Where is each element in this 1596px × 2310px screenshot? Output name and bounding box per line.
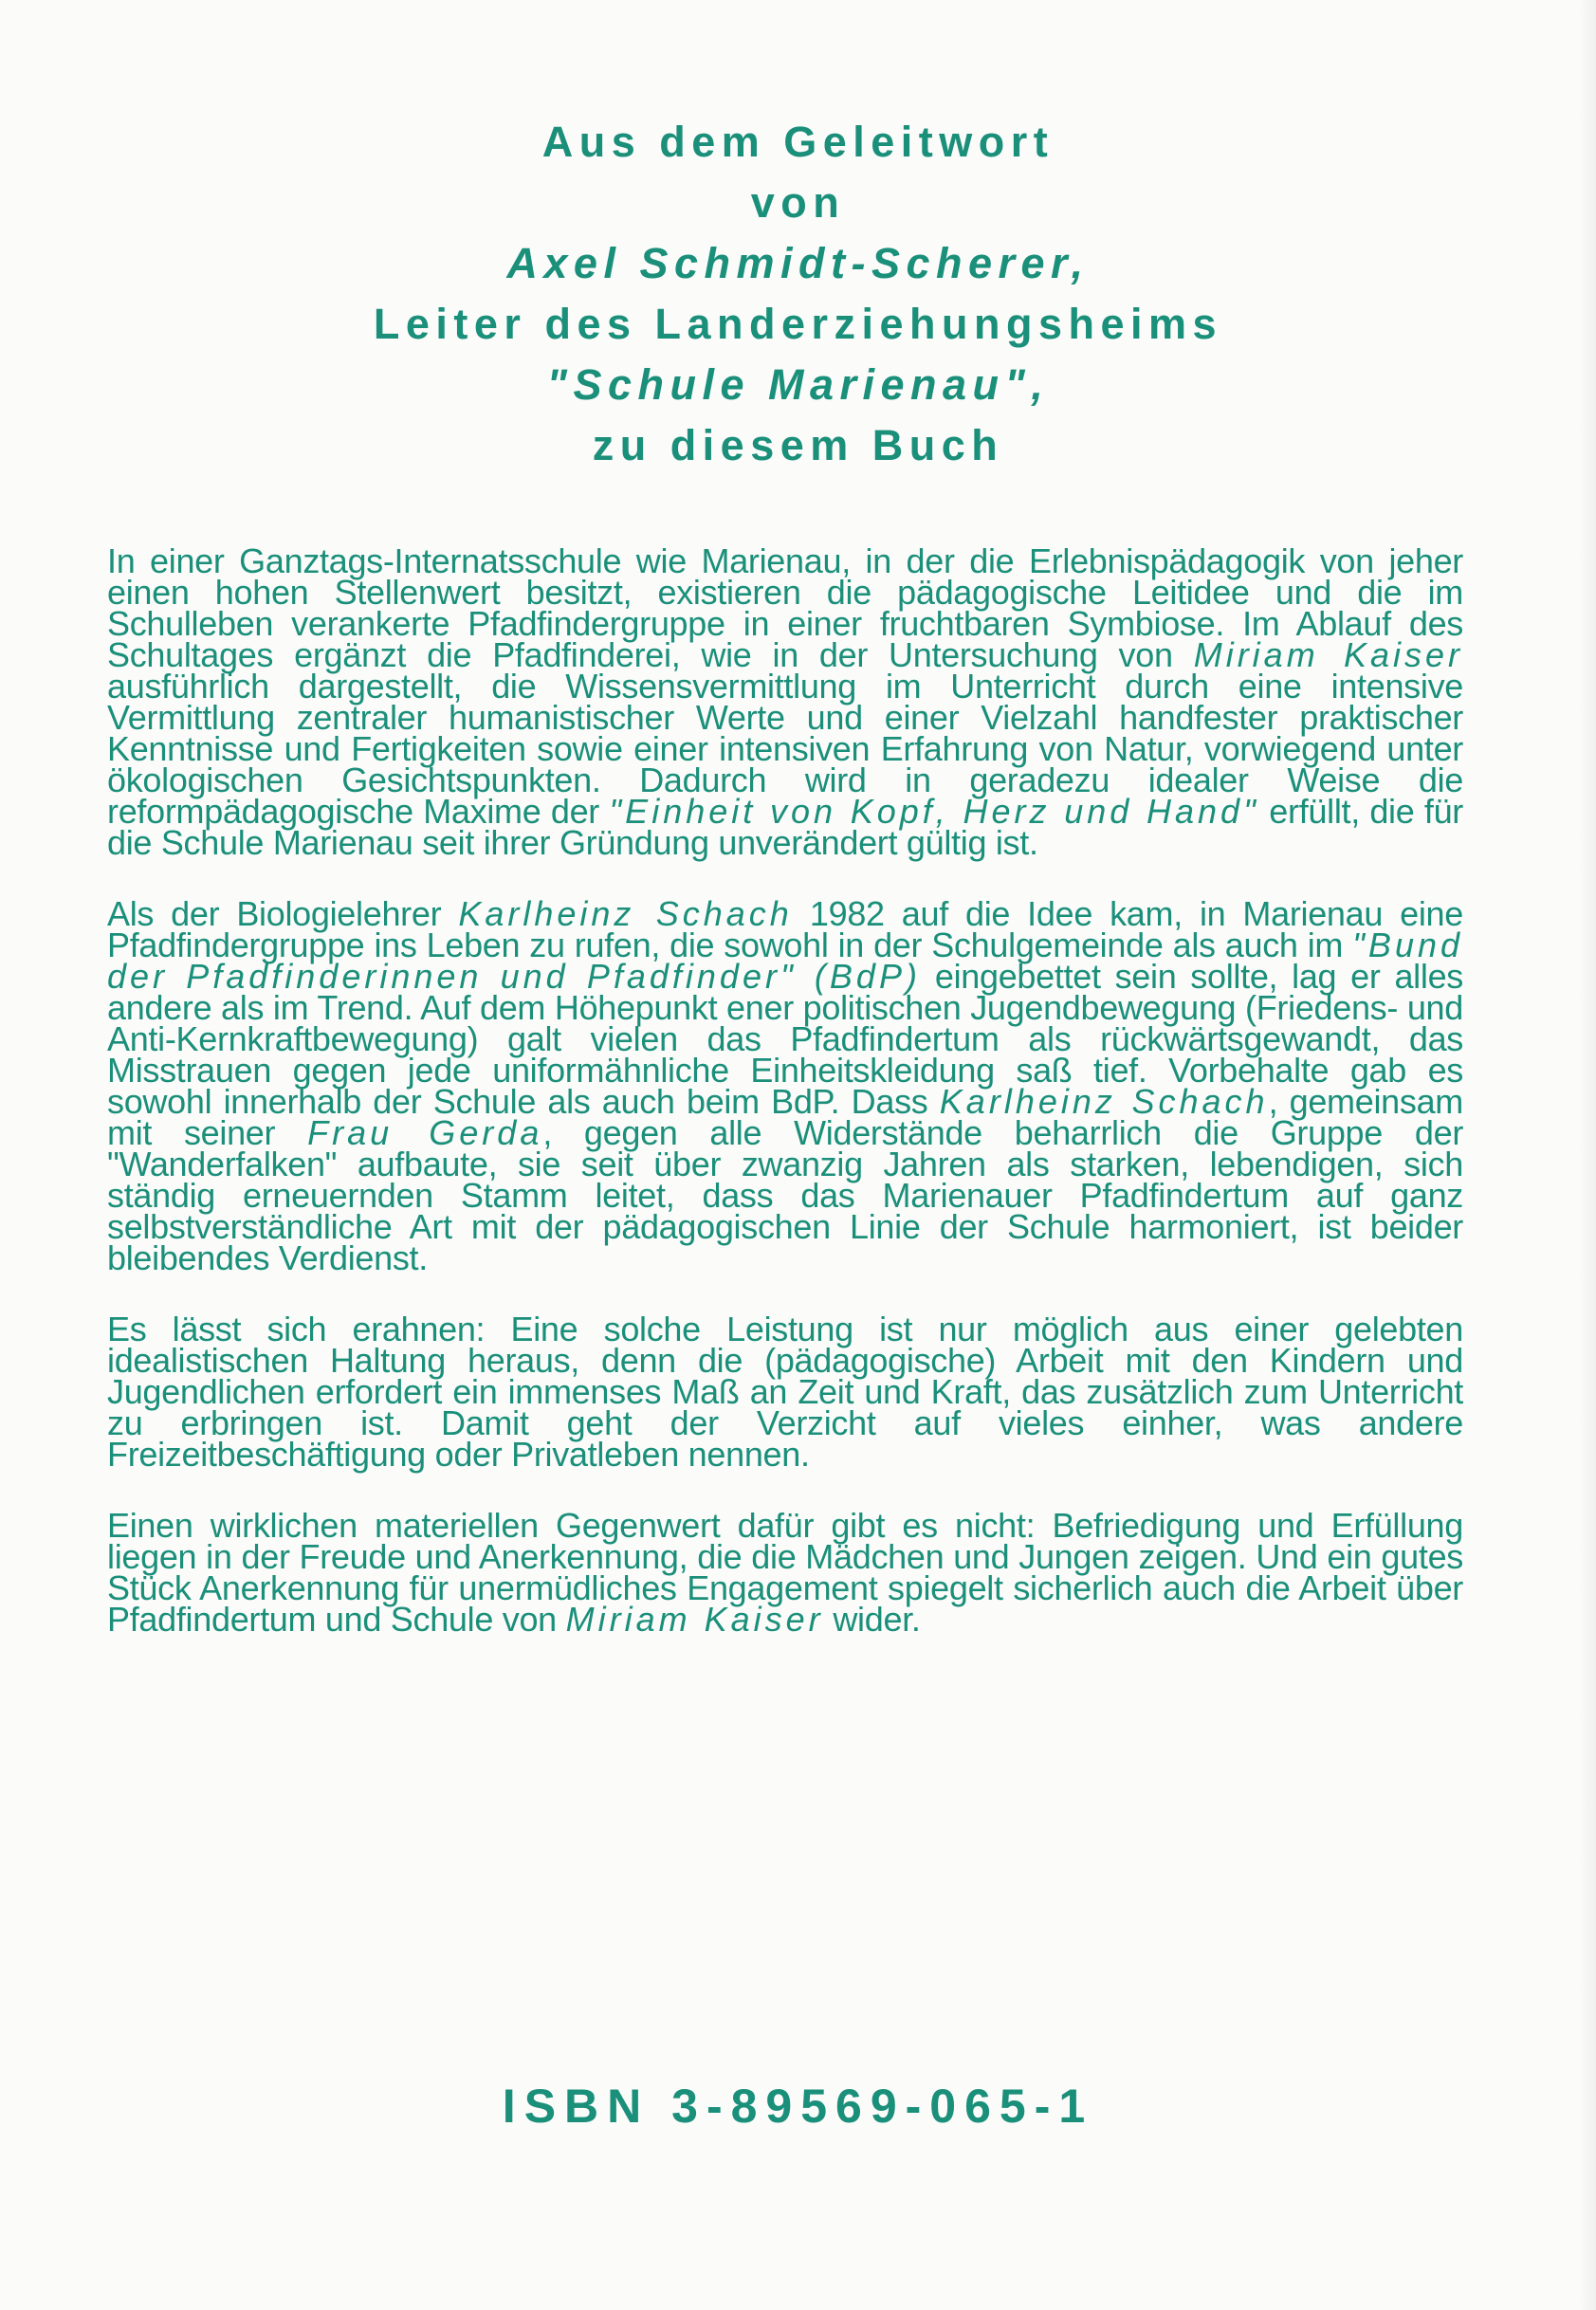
heading-line-4: Leiter des Landerziehungsheims bbox=[373, 300, 1223, 348]
emphasis-karlheinz-schach: Karlheinz Schach bbox=[458, 894, 793, 933]
heading-school-name: "Schule Marienau", bbox=[546, 360, 1050, 409]
paragraph-4 bbox=[107, 1506, 1463, 1639]
paragraph-1-text-a: In einer Ganztags-Internatsschule wie Marienau, in der die Erlebnispädagogik von jeher einen hohen Stellenwert besitzt, existieren die pädagogische Leitidee und die im Schulleben verankerte Pfadfindergruppe in einer fruchtbaren Symbiose. Im Ablauf des Schultages ergänzt die Pfadfinderei, wie in der Untersuchung von bbox=[107, 541, 1463, 674]
paragraph-2-text-a: Als der Biologielehrer bbox=[107, 894, 442, 933]
paragraph-2-text-e: , gegen alle Widerstände beharrlich die Gruppe der "Wanderfalken" aufbaute, sie seit über zwanzig Jahren als starken, lebendigen, sich ständig erneuernden Stamm leitet, dass das Marienauer Pfadfindertum auf ganz selbstverständliche Art mit der pädagogischen Linie der Schule harmoniert, ist beider bleibendes Verdienst. bbox=[107, 1113, 1464, 1277]
paragraph-1-text-b: ausführlich dargestellt, die Wissensvermittlung im Unterricht durch eine intensive Vermittlung zentraler humanistischer Werte und einer Vielzahl handfester praktischer Kenntnisse und Fertigkeiten sowie einer intensiven Erfahrung von Natur, vorwiegend unter ökologischen Gesichtspunkten. Dadurch wird in geradezu idealer Weise die reformpädagogische Maxime der bbox=[107, 667, 1463, 831]
heading-line-6: zu diesem Buch bbox=[592, 421, 1004, 469]
paragraph-2 bbox=[107, 894, 1464, 1277]
emphasis-miriam-kaiser-2: Miriam Kaiser bbox=[565, 1600, 824, 1639]
emphasis-miriam-kaiser: Miriam Kaiser bbox=[1193, 635, 1464, 674]
paragraph-4-text-b: wider. bbox=[833, 1600, 921, 1639]
paragraph-3-text: Es lässt sich erahnen: Eine solche Leistung ist nur möglich aus einer gelebten idealistischen Haltung heraus, denn die (pädagogische) Arbeit mit den Kindern und Jugendlichen erfordert ein immenses Maß an Zeit und Kraft, das zusätzlich zum Unterricht zu erbringen ist. Damit geht der Verzicht auf vieles einher, was andere Freizeitbeschäftigung oder Privatleben nennen. bbox=[107, 1310, 1463, 1474]
emphasis-karlheinz-schach-2: Karlheinz Schach bbox=[939, 1082, 1269, 1121]
heading-line-2: von bbox=[750, 178, 846, 227]
paragraph-4-text-a: Einen wirklichen materiellen Gegenwert dafür gibt es nicht: Befriedigung und Erfüllung liegen in der Freude und Anerkennung, die die Mädchen und Jungen zeigen. Und ein gutes Stück Anerkennung für unermüdliches Engagement spiegelt sicherlich auch die Arbeit über Pfadfindertum und Schule von bbox=[107, 1506, 1463, 1639]
foreword-heading bbox=[0, 112, 1596, 476]
paragraph-2-text-c: eingebettet sein sollte, lag er alles andere als im Trend. Auf dem Höhepunkt ener politischen Jugendbewegung (Friedens- und Anti-Kernkraftbewegung) galt vielen das Pfadfindertum als rückwärtsgewandt, das Misstrauen gegen jede uniformähnliche Einheitskleidung saß tief. Vorbehalte gab es sowohl innerhalb der Schule als auch beim BdP. Dass bbox=[107, 957, 1463, 1121]
paragraph-3 bbox=[107, 1310, 1463, 1474]
paragraph-1 bbox=[107, 541, 1464, 862]
paragraph-2-text-b: 1982 auf die Idee kam, in Marienau eine Pfadfindergruppe ins Leben zu rufen, die sowohl in der Schulgemeinde als auch im bbox=[107, 894, 1464, 964]
isbn-number: ISBN 3-89569-065-1 bbox=[502, 2080, 1094, 2133]
heading-author-name: Axel Schmidt-Scherer, bbox=[506, 239, 1090, 287]
heading-line-1: Aus dem Geleitwort bbox=[541, 118, 1055, 166]
emphasis-frau-gerda: Frau Gerda bbox=[307, 1113, 543, 1152]
emphasis-bdp: "Bund der Pfadfinderinnen und Pfadfinder" (BdP) bbox=[107, 926, 1464, 996]
foreword-body bbox=[107, 541, 1464, 1675]
emphasis-maxim: "Einheit von Kopf, Herz und Hand" bbox=[609, 792, 1259, 831]
page-edge-shadow bbox=[1579, 0, 1596, 2310]
paragraph-2-text-d: , gemeinsam mit seiner bbox=[107, 1082, 1463, 1152]
paragraph-1-text-c: erfüllt, die für die Schule Marienau seit ihrer Gründung unverändert gültig ist. bbox=[107, 792, 1463, 862]
